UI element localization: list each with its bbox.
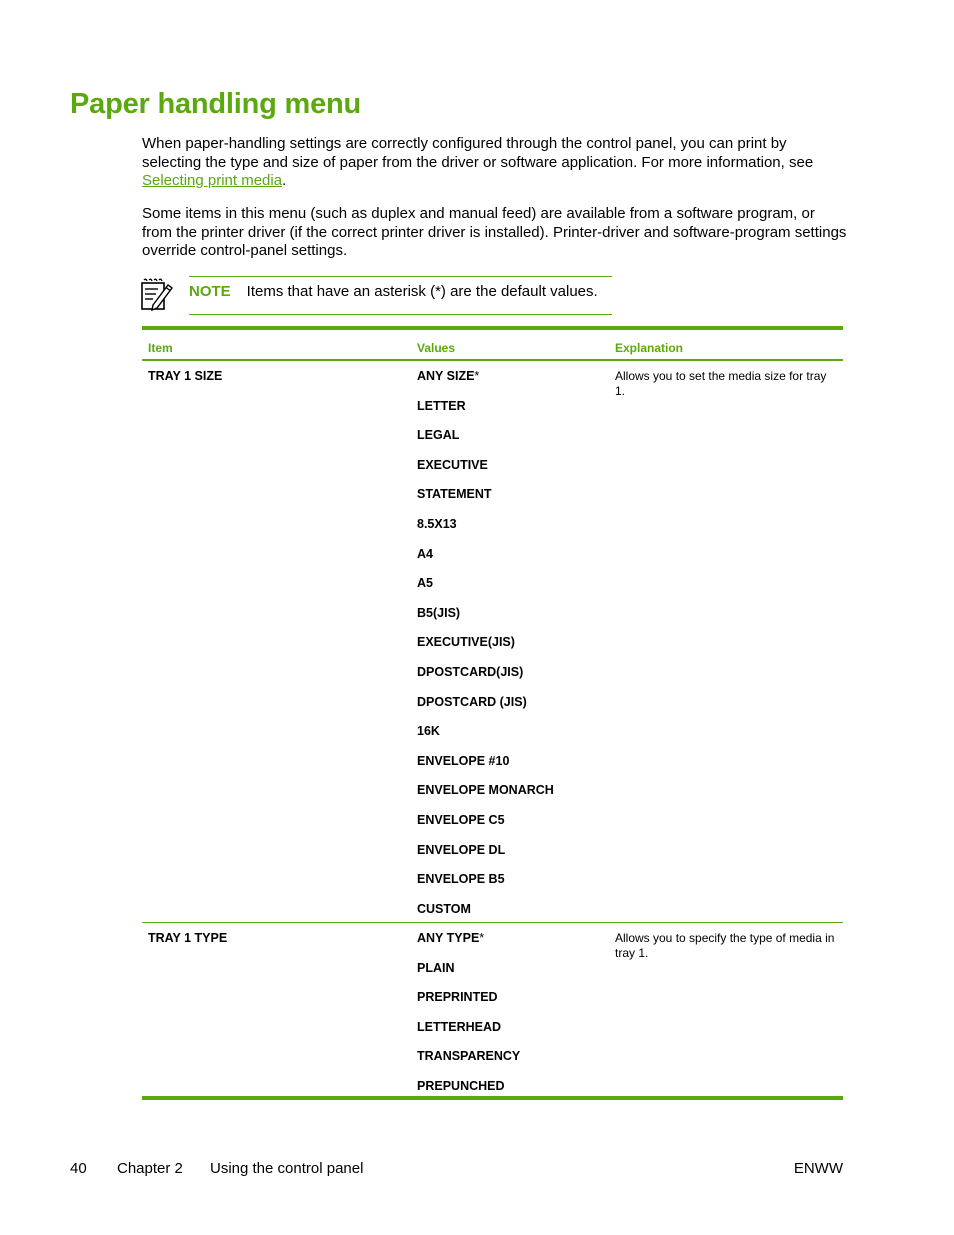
table-row xyxy=(142,923,843,1096)
value-text: A4 xyxy=(417,546,433,561)
intro-paragraph-2: Some items in this menu (such as duplex and manual feed) are available from a software program, or from the printer driver (if the correct printer driver is installed). Printer-driver and software-program settings override control-panel settings. xyxy=(142,205,847,259)
value-text: ENVELOPE B5 xyxy=(417,872,505,887)
header-values: Values xyxy=(417,341,456,355)
value-item xyxy=(417,606,554,636)
note-label: NOTE xyxy=(189,283,231,300)
header-item: Item xyxy=(148,341,173,355)
header-explanation: Explanation xyxy=(615,341,684,355)
value-text: DPOSTCARD(JIS) xyxy=(417,664,524,679)
note-bottom-rule xyxy=(189,314,612,315)
row-values xyxy=(417,931,520,1109)
value-text: EXECUTIVE xyxy=(417,457,488,472)
value-text: ANY SIZE xyxy=(417,369,475,383)
value-text: ENVELOPE DL xyxy=(417,842,506,857)
value-text: 8.5X13 xyxy=(417,516,457,531)
footer-section: Using the control panel xyxy=(210,1160,364,1177)
row-values xyxy=(417,369,554,931)
value-text: ENVELOPE MONARCH xyxy=(417,783,554,798)
value-text: B5(JIS) xyxy=(417,605,461,620)
value-item xyxy=(417,458,554,488)
value-item xyxy=(417,665,554,695)
value-text: PREPUNCHED xyxy=(417,1078,505,1093)
value-text: TRANSPARENCY xyxy=(417,1049,521,1064)
value-item xyxy=(417,695,554,725)
page-title: Paper handling menu xyxy=(70,88,362,120)
value-item xyxy=(417,487,554,517)
value-text: LETTERHEAD xyxy=(417,1019,502,1034)
value-item xyxy=(417,428,554,458)
value-item xyxy=(417,576,554,606)
footer-enww: ENWW xyxy=(793,1160,843,1177)
value-item xyxy=(417,369,554,399)
value-item xyxy=(417,1020,520,1050)
value-item xyxy=(417,517,554,547)
value-item xyxy=(417,1079,520,1109)
value-item xyxy=(417,547,554,577)
value-text: CUSTOM xyxy=(417,901,471,916)
value-item xyxy=(417,783,554,813)
value-item xyxy=(417,872,554,902)
table-header-row xyxy=(142,330,843,359)
value-item xyxy=(417,813,554,843)
value-item xyxy=(417,635,554,665)
value-item xyxy=(417,399,554,429)
row-item: TRAY 1 SIZE xyxy=(148,369,223,383)
note-text: Items that have an asterisk (*) are the default values. xyxy=(246,283,598,300)
intro-paragraph-1-text: When paper-handling settings are correctly configured through the control panel, you can print by selecting the type and size of paper from the driver or software application. For more information, see xyxy=(142,135,814,171)
value-text: ANY TYPE xyxy=(417,931,480,945)
selecting-print-media-link[interactable]: Selecting print media xyxy=(142,172,283,189)
value-item xyxy=(417,961,520,991)
value-text: EXECUTIVE(JIS) xyxy=(417,635,515,650)
note xyxy=(189,283,598,300)
value-text: LEGAL xyxy=(417,428,460,443)
value-item xyxy=(417,754,554,784)
note-pad-pencil-icon xyxy=(139,277,175,313)
paper-handling-table xyxy=(142,326,843,1100)
value-text: STATEMENT xyxy=(417,487,492,502)
value-item xyxy=(417,931,520,961)
row-explanation: Allows you to set the media size for tray 1. xyxy=(615,369,827,398)
value-item xyxy=(417,990,520,1020)
value-text: ENVELOPE C5 xyxy=(417,812,505,827)
note-top-rule xyxy=(189,276,612,277)
value-item xyxy=(417,1049,520,1079)
value-text: A5 xyxy=(417,576,433,591)
value-text: PREPRINTED xyxy=(417,990,498,1005)
value-text: ENVELOPE #10 xyxy=(417,753,510,768)
intro-paragraph-1-end: . xyxy=(282,172,287,189)
footer-page-number: 40 xyxy=(70,1160,87,1177)
default-marker: * xyxy=(479,931,485,945)
default-marker: * xyxy=(474,369,480,383)
value-text: DPOSTCARD (JIS) xyxy=(417,694,527,709)
value-text: LETTER xyxy=(417,398,466,413)
value-text: 16K xyxy=(417,724,440,739)
row-explanation: Allows you to specify the type of media in tray 1. xyxy=(615,931,835,960)
value-item xyxy=(417,724,554,754)
value-text: PLAIN xyxy=(417,960,455,975)
footer-chapter: Chapter 2 xyxy=(117,1160,183,1177)
table-row xyxy=(142,361,843,922)
row-item: TRAY 1 TYPE xyxy=(148,931,228,945)
value-item xyxy=(417,843,554,873)
intro-paragraph-1 xyxy=(142,135,847,191)
